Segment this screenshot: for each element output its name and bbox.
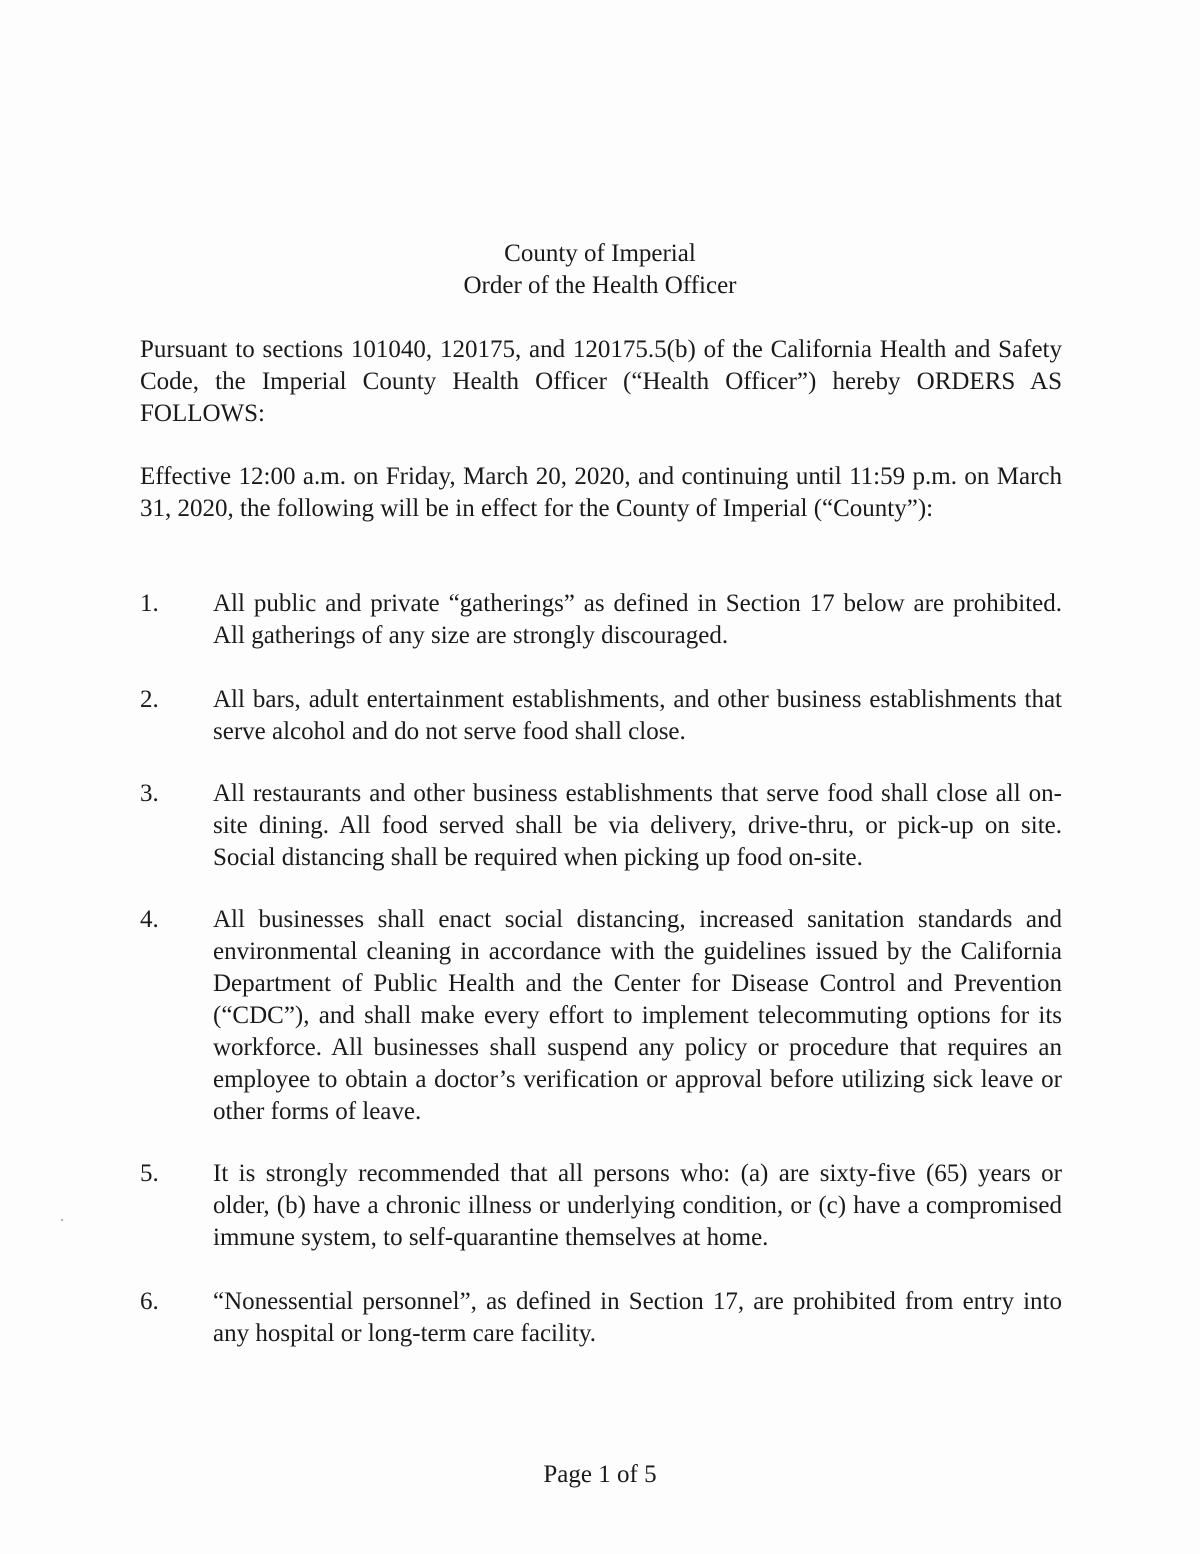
- item-number: 5.: [140, 1160, 159, 1187]
- county-title: County of Imperial: [504, 240, 696, 267]
- document-header: [0, 238, 1200, 302]
- item-number: 4.: [140, 906, 159, 933]
- effective-paragraph: Effective 12:00 a.m. on Friday, March 20, 2020, and continuing until 11:59 p.m. on March 31, 2020, the following will be in effect for the County of Imperial (“County”):: [140, 463, 1062, 522]
- scan-speck: [61, 1219, 63, 1221]
- item-text: All restaurants and other business establishments that serve food shall close all on-site dining. All food served shall be via delivery, drive-thru, or pick-up on site. Social distancing shall be required when picking up food on-site.: [213, 780, 1062, 871]
- page-number: Page 1 of 5: [543, 1461, 657, 1488]
- item-number: 3.: [140, 780, 159, 807]
- intro-paragraph: Pursuant to sections 101040, 120175, and 120175.5(b) of the California Health and Safety Code, the Imperial County Health Officer (“Health Officer”) hereby ORDERS AS FOLLOWS:: [140, 336, 1062, 427]
- item-number: 1.: [140, 590, 159, 617]
- item-number: 2.: [140, 686, 159, 713]
- item-text: All bars, adult entertainment establishments, and other business establishments that serve alcohol and do not serve food shall close.: [213, 686, 1062, 745]
- item-text: All public and private “gatherings” as defined in Section 17 below are prohibited. All gatherings of any size are strongly discouraged.: [213, 590, 1062, 649]
- item-text: All businesses shall enact social distancing, increased sanitation standards and environmental cleaning in accordance with the guidelines issued by the California Department of Public Health and the Center for Disease Control and Prevention (“CDC”), and shall make every effort to implement telecommuting options for its workforce. All businesses shall suspend any policy or procedure that requires an employee to obtain a doctor’s verification or approval before utilizing sick leave or other forms of leave.: [213, 906, 1062, 1125]
- item-number: 6.: [140, 1288, 159, 1315]
- item-text: “Nonessential personnel”, as defined in Section 17, are prohibited from entry into any hospital or long-term care facility.: [213, 1288, 1062, 1347]
- item-text: It is strongly recommended that all persons who: (a) are sixty-five (65) years or older, (b) have a chronic illness or underlying condition, or (c) have a compromised immune system, to self-quarantine themselves at home.: [213, 1160, 1062, 1251]
- order-title: Order of the Health Officer: [463, 272, 737, 299]
